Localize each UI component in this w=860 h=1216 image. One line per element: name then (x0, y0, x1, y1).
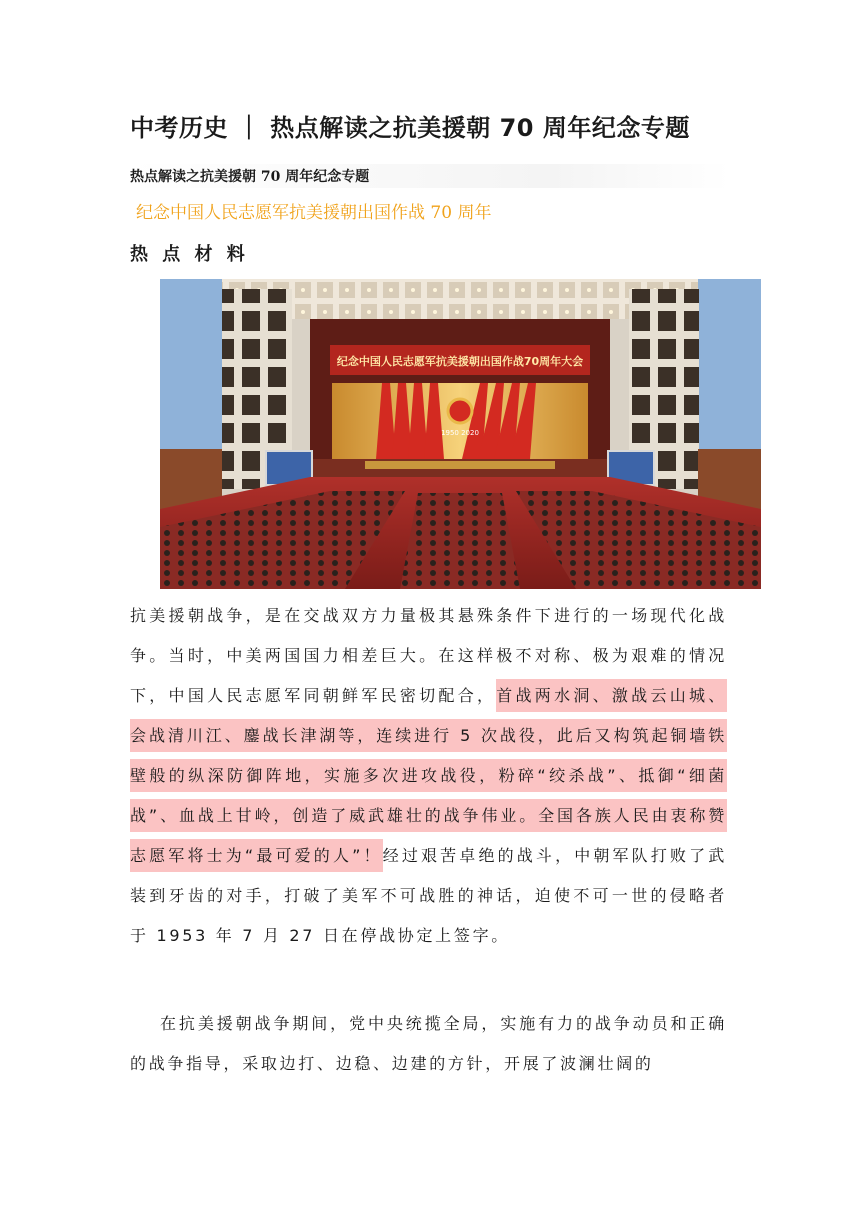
section-heading: 热 点 材 料 (130, 244, 249, 265)
paragraph-1 (130, 596, 727, 956)
paragraph-1-conclusion: 经过艰苦卓绝的战斗，中朝军队打败了武装到牙齿的对手，打破了美军不可战胜的神话，迫使不可一世的侵略者于 1953 年 7 月 27 日在停战协定上签字。 (130, 846, 727, 945)
conference-hall-photo (160, 279, 761, 589)
banner-text: 纪念中国人民志愿军抗美援朝出国作战70周年大会 (336, 355, 584, 368)
highlighted-passage: 首战两水洞、激战云山城、会战清川江、鏖战长津湖等，连续进行 5 次战役，此后又构筑起铜墙铁壁般的纵深防御阵地，实施多次进攻战役，粉碎“绞杀战”、抵御“细菌战”、血战上甘岭，创造了威武雄壮的战争伟业。全国各族人民由衷称赞志愿军将士为“最可爱的人”！ (130, 679, 727, 872)
orange-heading: 纪念中国人民志愿军抗美援朝出国作战 70 周年 (136, 203, 492, 223)
emblem-years: 1950 2020 (441, 429, 479, 437)
paragraph-1-intro: 抗美援朝战争，是在交战双方力量极其悬殊条件下进行的一场现代化战争。当时，中美两国国力相差巨大。在这样极不对称、极为艰难的情况下，中国人民志愿军同朝鲜军民密切配合， (130, 606, 727, 705)
document-subtitle: 热点解读之抗美援朝 70 周年纪念专题 (130, 169, 370, 185)
paragraph-2: 在抗美援朝战争期间，党中央统揽全局，实施有力的战争动员和正确的战争指导，采取边打、边稳、边建的方针，开展了波澜壮阔的 (130, 1014, 727, 1073)
document-title: 中考历史 ｜ 热点解读之抗美援朝 70 周年纪念专题 (130, 114, 690, 142)
